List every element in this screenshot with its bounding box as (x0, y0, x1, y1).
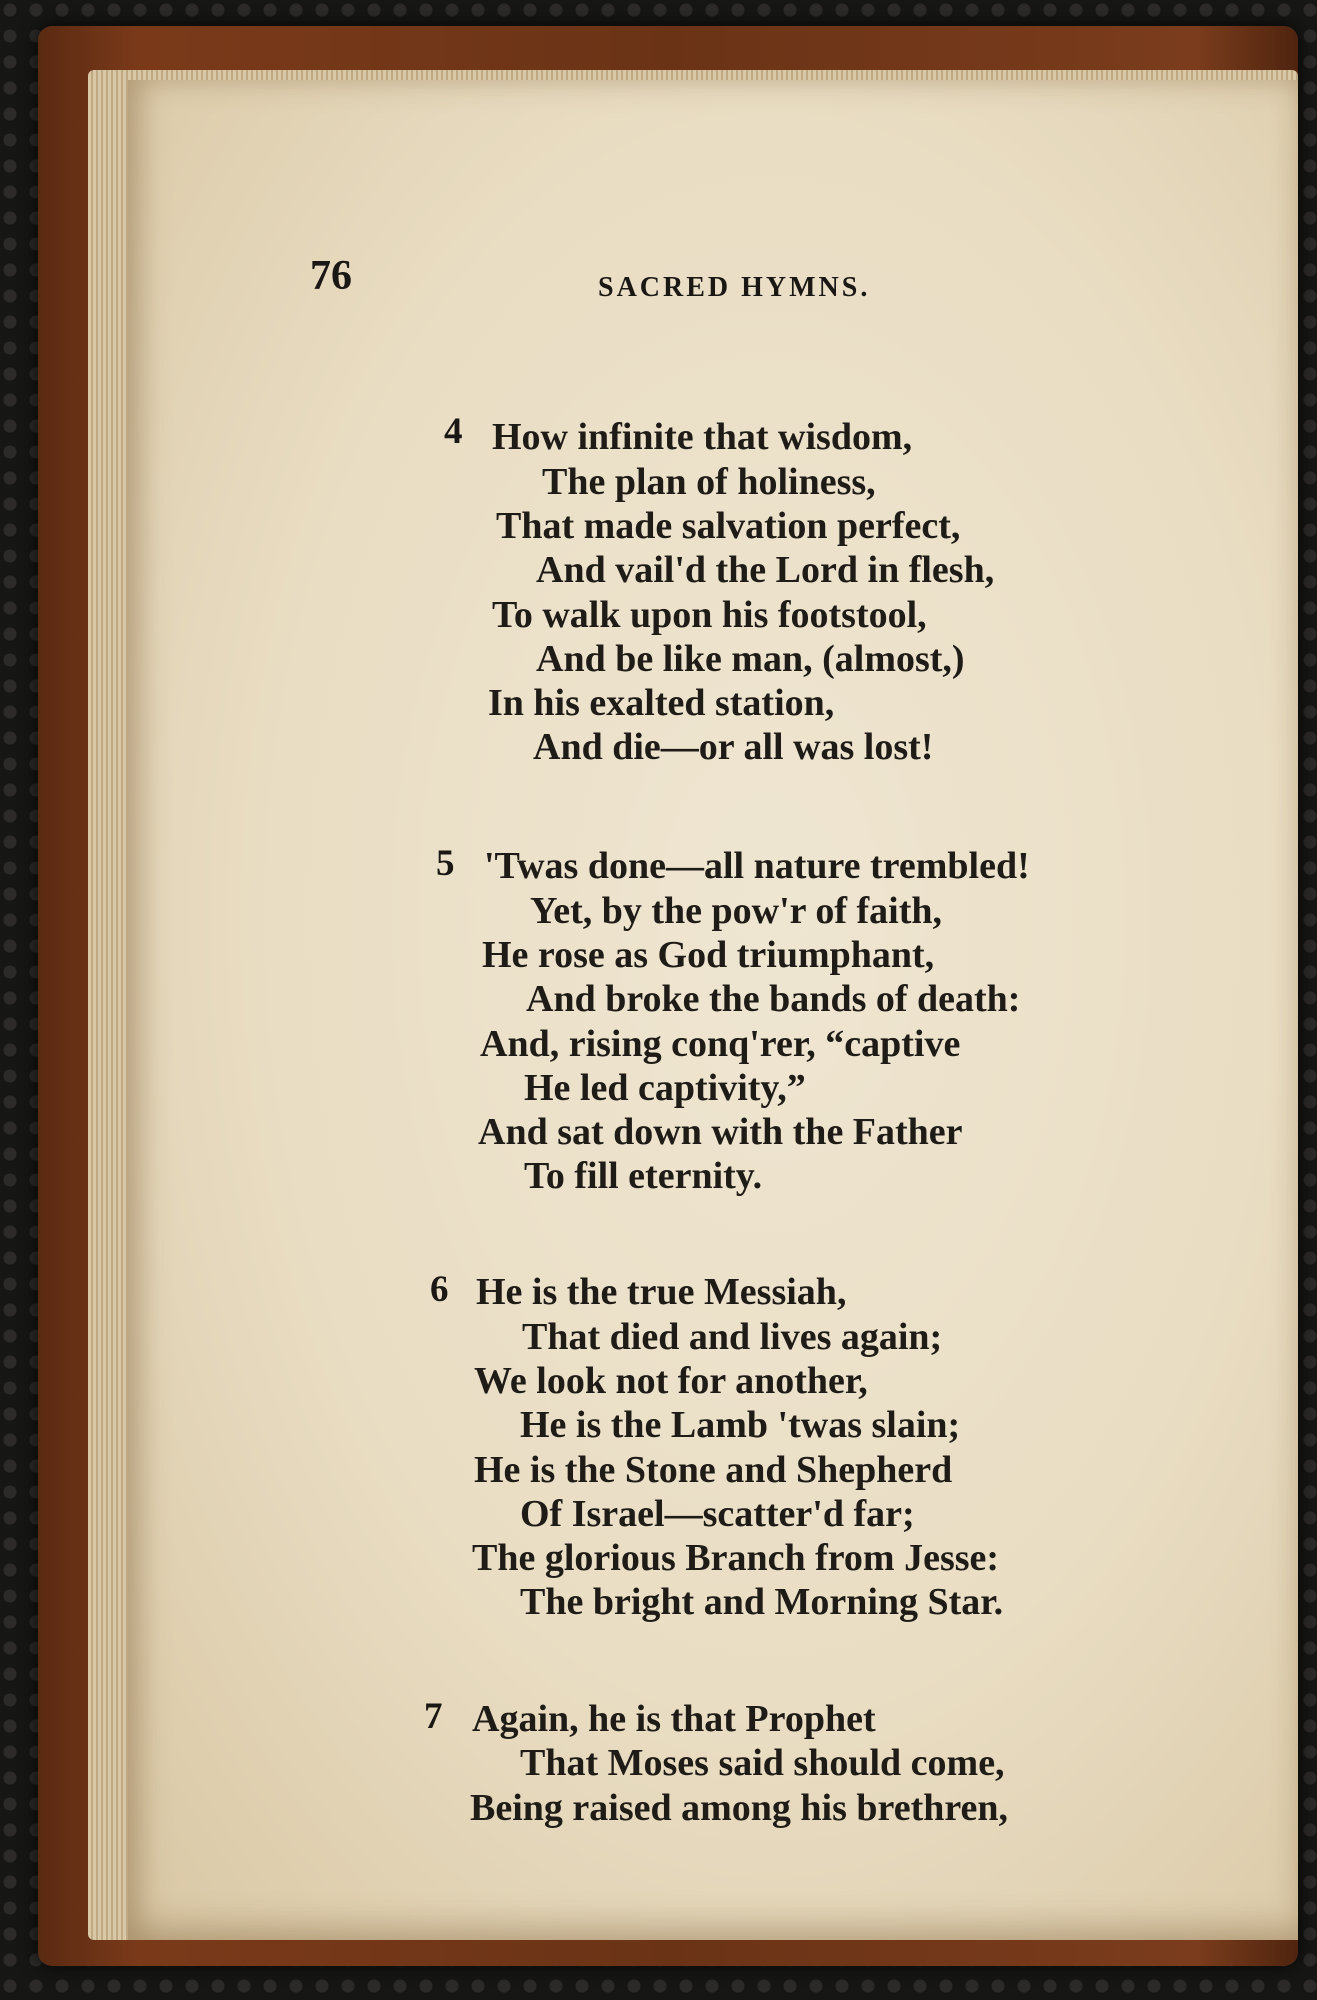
page-number: 76 (310, 253, 352, 299)
verse-line: The bright and Morning Star. (520, 1581, 1004, 1623)
verse-line: And sat down with the Father (478, 1111, 963, 1153)
verse-line: Again, he is that Prophet (472, 1698, 876, 1740)
verse-line: That died and lives again; (522, 1316, 943, 1358)
book-page (128, 80, 1298, 1940)
stanza-number: 6 (430, 1269, 449, 1310)
verse-line: That Moses said should come, (520, 1742, 1005, 1784)
verse-line: To walk upon his footstool, (492, 594, 927, 636)
verse-line: And vail'd the Lord in flesh, (536, 549, 995, 591)
stanza-number: 5 (436, 843, 455, 884)
verse-line: How infinite that wisdom, (492, 416, 913, 458)
verse-line: The glorious Branch from Jesse: (472, 1537, 1000, 1579)
verse-line: He led captivity,” (524, 1067, 806, 1109)
stanza-number: 4 (444, 411, 463, 452)
verse-line: He is the Lamb 'twas slain; (520, 1404, 961, 1446)
verse-line: Yet, by the pow'r of faith, (530, 890, 943, 932)
verse-line: In his exalted station, (488, 682, 835, 724)
verse-line: And die—or all was lost! (533, 726, 934, 768)
verse-line: That made salvation perfect, (496, 505, 961, 547)
verse-line: To fill eternity. (524, 1155, 763, 1197)
verse-line: He is the Stone and Shepherd (474, 1449, 953, 1491)
verse-line: We look not for another, (474, 1360, 868, 1402)
verse-line: And be like man, (almost,) (536, 638, 965, 680)
verse-line: He is the true Messiah, (476, 1271, 847, 1313)
running-head: SACRED HYMNS. (598, 272, 871, 303)
verse-line: And, rising conq'rer, “captive (480, 1023, 961, 1065)
verse-line: The plan of holiness, (542, 461, 876, 503)
verse-line: 'Twas done—all nature trembled! (484, 845, 1030, 887)
verse-line: Of Israel—scatter'd far; (520, 1493, 915, 1535)
verse-line: And broke the bands of death: (526, 978, 1021, 1020)
stanza-number: 7 (424, 1696, 443, 1737)
verse-line: Being raised among his brethren, (470, 1787, 1009, 1829)
verse-line: He rose as God triumphant, (482, 934, 935, 976)
